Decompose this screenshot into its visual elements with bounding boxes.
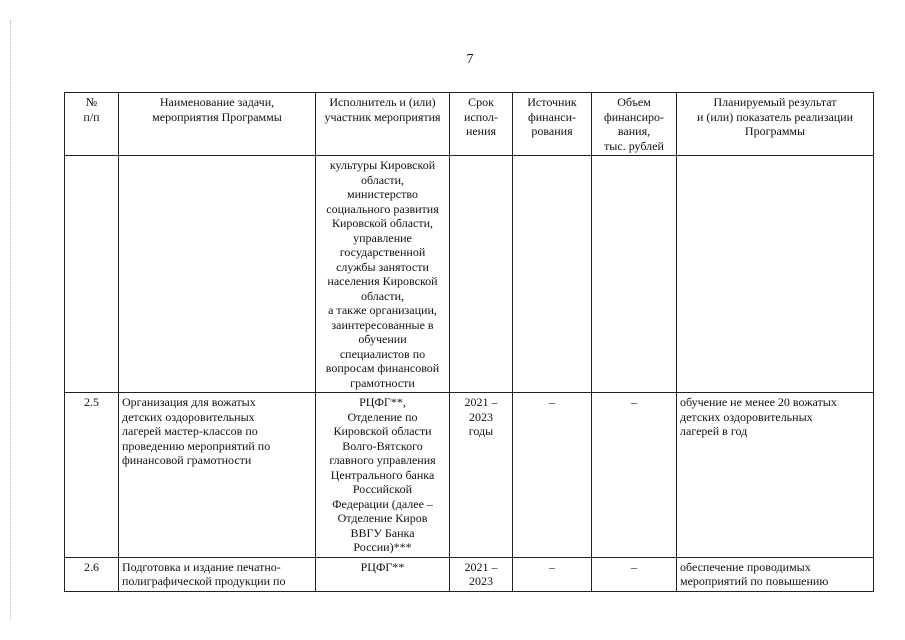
- row-executor-cell: [316, 557, 450, 591]
- row-executor-cell: [316, 393, 450, 558]
- cell-text-line: Срок: [468, 95, 494, 109]
- cell-text-line: лагерей в год: [680, 424, 748, 438]
- cell-text-line: детских оздоровительных: [680, 409, 813, 424]
- cell-text-line: государственной: [339, 245, 426, 259]
- row-result-cell: [677, 557, 874, 591]
- cell-text-line: РЦФГ**,: [359, 395, 406, 409]
- cell-text-line: №: [85, 95, 98, 109]
- cell-text-line: 2023: [469, 574, 493, 588]
- cell-text-line: и (или) показатель реализации: [696, 109, 854, 124]
- header-executor: [316, 93, 450, 156]
- header-funding-volume: [592, 93, 677, 156]
- cell-text-line: 2023: [469, 409, 493, 424]
- cell-text-line: испол-: [464, 109, 498, 124]
- cell-text-line: Подготовка и издание печатно-: [122, 559, 281, 574]
- row-term-cell: [450, 156, 513, 393]
- table-row: [65, 557, 874, 591]
- row-volume-cell: [592, 156, 677, 393]
- cell-text-line: специалистов по: [339, 346, 426, 361]
- cell-text-line: Кировской области,: [331, 216, 434, 230]
- cell-text-line: 2021 –: [464, 395, 498, 409]
- cell-text-line: Отделение Киров: [337, 511, 428, 525]
- cell-text-line: Кировской области: [333, 424, 432, 438]
- cell-text-line: 2021 –: [464, 559, 498, 574]
- cell-text-line: населения Кировской: [327, 274, 438, 288]
- cell-text-line: п/п: [83, 109, 100, 124]
- page-number: 7: [466, 52, 474, 67]
- cell-text-line: участник мероприятия: [324, 109, 441, 124]
- cell-text-line: Наименование задачи,: [159, 95, 275, 109]
- cell-text-line: Волго-Вятского: [342, 438, 423, 453]
- cell-text-line: Российской: [352, 482, 413, 496]
- cell-text-line: грамотности: [350, 375, 415, 390]
- table-row: [65, 156, 874, 393]
- cell-text-line: тыс. рублей: [604, 138, 664, 153]
- cell-text-line: рования: [531, 124, 573, 138]
- cell-text-line: вания,: [617, 124, 651, 138]
- cell-text-line: обучении: [358, 332, 407, 346]
- cell-text-line: РЦФГ**: [360, 559, 405, 574]
- cell-text-line: Отделение по: [347, 409, 418, 424]
- cell-text-line: управление: [353, 230, 412, 245]
- cell-text-line: области,: [360, 288, 405, 303]
- cell-text-line: Планируемый результат: [713, 95, 837, 109]
- cell-text-line: мероприятия Программы: [152, 109, 282, 124]
- header-term: [450, 93, 513, 156]
- row-result-cell: [677, 393, 874, 558]
- row-num-cell: 2.5: [65, 393, 119, 558]
- cell-text-line: Программы: [744, 124, 806, 138]
- cell-text-line: мероприятий по повышению: [680, 574, 829, 588]
- cell-text-line: вопросам финансовой: [325, 361, 440, 375]
- cell-text-line: службы занятости: [336, 259, 429, 274]
- row-num-cell: [65, 156, 119, 393]
- row-source-cell: [513, 156, 592, 393]
- table-header-row: [65, 93, 874, 156]
- cell-text-line: обеспечение проводимых: [680, 559, 811, 574]
- cell-text-line: Объем: [617, 95, 651, 109]
- row-source-cell: –: [513, 557, 592, 591]
- cell-text-line: Федерации (далее –: [332, 496, 433, 511]
- cell-text-line: Организация для вожатых: [122, 395, 256, 409]
- row-num-cell: 2.6: [65, 557, 119, 591]
- cell-text-line: детских оздоровительных: [122, 409, 255, 424]
- row-source-cell: –: [513, 393, 592, 558]
- header-funding-source: [513, 93, 592, 156]
- header-planned-result: [677, 93, 874, 156]
- row-volume-cell: –: [592, 557, 677, 591]
- row-volume-cell: –: [592, 393, 677, 558]
- program-table: [64, 92, 874, 592]
- row-result-cell: [677, 156, 874, 393]
- row-task-cell: [119, 156, 316, 393]
- cell-text-line: финансовой грамотности: [122, 453, 252, 467]
- cell-text-line: полиграфической продукции по: [122, 574, 286, 588]
- cell-text-line: главного управления: [329, 453, 436, 467]
- cell-text-line: проведению мероприятий по: [122, 438, 271, 453]
- cell-text-line: финансиро-: [603, 109, 665, 124]
- cell-text-line: Исполнитель и (или): [329, 95, 436, 109]
- row-task-cell: [119, 393, 316, 558]
- cell-text-line: финанси-: [527, 109, 577, 124]
- cell-text-line: Источник: [527, 95, 577, 109]
- table-row: [65, 393, 874, 558]
- cell-text-line: России)***: [353, 540, 412, 554]
- cell-text-line: лагерей мастер-классов по: [122, 424, 258, 438]
- cell-text-line: обучение не менее 20 вожатых: [680, 395, 837, 409]
- header-num: [65, 93, 119, 156]
- cell-text-line: а также организации,: [328, 303, 437, 317]
- row-task-cell: [119, 557, 316, 591]
- row-term-cell: [450, 393, 513, 558]
- row-executor-cell: [316, 156, 450, 393]
- cell-text-line: социального развития: [326, 201, 439, 216]
- cell-text-line: культуры Кировской: [329, 158, 436, 172]
- cell-text-line: министерство: [347, 187, 418, 201]
- cell-text-line: ВВГУ Банка: [350, 525, 415, 540]
- row-term-cell: [450, 557, 513, 591]
- cell-text-line: области,: [360, 172, 405, 187]
- margin-dotted-line: [10, 20, 11, 620]
- cell-text-line: заинтересованные в: [331, 317, 434, 332]
- header-task-name: [119, 93, 316, 156]
- cell-text-line: Центрального банка: [330, 467, 435, 482]
- cell-text-line: годы: [468, 424, 494, 438]
- cell-text-line: нения: [465, 124, 497, 138]
